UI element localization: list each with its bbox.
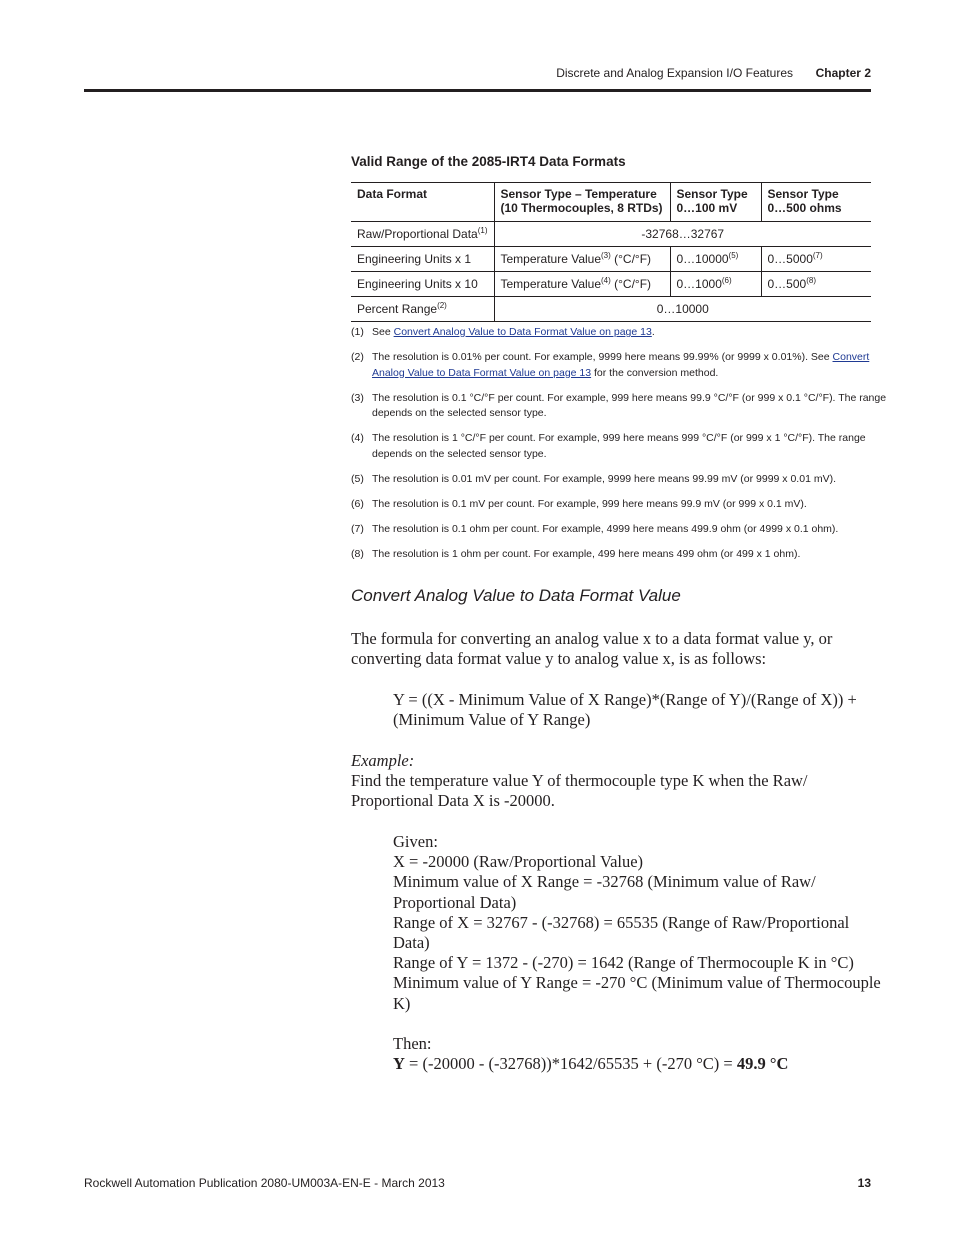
footnote-number: (1): [351, 326, 364, 338]
footnote-number: (5): [351, 472, 364, 485]
link-convert-analog-value[interactable]: Analog Value to Data Format Value on page 13: [372, 366, 592, 379]
table-row: [351, 247, 871, 272]
running-header-chapter: Chapter 2: [815, 66, 871, 80]
formula: Y = ((X - Minimum Value of X Range)*(Range of Y)/(Range of X)) + (Minimum Value of Y Range): [393, 690, 857, 730]
running-header-section: Discrete and Analog Expansion I/O Features: [556, 66, 793, 80]
cell-format: Engineering Units x 1: [351, 247, 494, 272]
footnote-number: (8): [351, 547, 364, 560]
cell-span-value: -32768…32767: [494, 222, 871, 247]
table-row: [351, 272, 871, 297]
given-block: Given: X = -20000 (Raw/Proportional Value) Minimum value of X Range = -32768 (Minimum value of Raw/ Proportional Data) Range of X = 32767 - (-32768) = 65535 (Range of Raw/Proportional Data) Range of Y = 1372 - (-270) = 1642 (Range of Thermocouple K in °C) Minimum value of Y Range = -270 °C (Minimum value of Thermocouple K): [393, 832, 881, 1013]
result-line: Y = (-20000 - (-32768))*1642/65535 + (-270 °C) = 49.9 °C: [393, 1054, 789, 1074]
then-block: [393, 1034, 873, 1074]
given-label: Given:: [393, 832, 438, 851]
footnote-number: (4): [351, 432, 364, 444]
cell-temperature: Temperature Value$^{(3)}$ (°C/°F): [494, 247, 670, 272]
footnote: (3) The resolution is 0.1 °C/°F per count. For example, 999 here means 99.9 °C/°F (or 999 x 0.1 °C/°F). The range depends on the selected sensor type.: [351, 391, 887, 419]
footnote: (6) The resolution is 0.1 mV per count. For example, 999 here means 99.9 mV (or 999 x 0.1 mV).: [351, 497, 871, 513]
table-row: [351, 222, 871, 247]
page-number: 13: [857, 1176, 871, 1190]
footnote: (5) The resolution is 0.01 mV per count. For example, 9999 here means 99.99 mV (or 9999 x 0.01 mV).: [351, 472, 871, 488]
footnote: (8) The resolution is 1 ohm per count. For example, 499 here means 499 ohm (or 499 x 1 ohm).: [351, 547, 871, 563]
intro-paragraph: The formula for converting an analog value x to a data format value y, or converting data format value y to analog value x, is as follows:: [351, 629, 833, 669]
footnote: (1) See Convert Analog Value to Data Format Value on page 13.: [351, 325, 871, 341]
table-footnotes: [351, 325, 887, 572]
cell-format: Raw/Proportional Data$^{(1)}$: [351, 222, 494, 247]
header-sensor-ohms: Sensor Type 0…500 ohms: [761, 183, 871, 222]
cell-format: Percent Range$^{(2)}$: [351, 297, 494, 322]
header-sensor-mv: Sensor Type 0…100 mV: [670, 183, 761, 222]
result-value: 49.9 °C: [736, 1054, 789, 1074]
footnote-number: (7): [351, 522, 364, 535]
cell-ohm: 0…500$^{(8)}$: [761, 272, 871, 297]
cell-ohm: 0…5000$^{(7)}$: [761, 247, 871, 272]
cell-mv: 0…10000$^{(5)}$: [670, 247, 761, 272]
table-header-row: [351, 183, 871, 222]
example-paragraph: Example: Find the temperature value Y of thermocouple type K when the Raw/ Proportional Data X is -20000.: [351, 751, 871, 812]
cell-span-value: 0…10000: [494, 297, 871, 322]
then-label: Then:: [393, 1034, 432, 1053]
header-rule: [84, 89, 871, 92]
cell-temperature: Temperature Value$^{(4)}$ (°C/°F): [494, 272, 670, 297]
footnote-number: (2): [351, 351, 364, 363]
footnote-number: (3): [351, 391, 364, 404]
header-sensor-temperature: Sensor Type – Temperature (10 Thermocouples, 8 RTDs): [494, 183, 670, 222]
cell-format: Engineering Units x 10: [351, 272, 494, 297]
table-title: Valid Range of the 2085-IRT4 Data Formats: [351, 154, 626, 169]
cell-mv: 0…1000$^{(6)}$: [670, 272, 761, 297]
header-data-format: Data Format: [351, 183, 494, 222]
link-convert-analog-value[interactable]: Convert Analog Value to Data Format Value on page 13: [393, 326, 652, 338]
data-format-table: [351, 182, 871, 322]
table-row: [351, 297, 871, 322]
footnote: (7) The resolution is 0.1 ohm per count. For example, 4999 here means 499.9 ohm (or 4999 x 0.1 ohm).: [351, 522, 871, 538]
section-heading: Convert Analog Value to Data Format Value: [351, 586, 681, 605]
footnote-number: (6): [351, 497, 364, 510]
link-convert-analog-value[interactable]: Convert: [832, 351, 870, 363]
footer-publication: Rockwell Automation Publication 2080-UM003A-EN-E - March 2013: [84, 1176, 445, 1190]
footnote: (4) The resolution is 1 °C/°F per count. For example, 999 here means 999 °C/°F (or 999 x 1 °C/°F). The range depends on the selected sensor type.: [351, 432, 866, 460]
example-label: Example:: [351, 751, 415, 770]
footnote: (2) The resolution is 0.01% per count. For example, 9999 here means 99.99% (or 9999 x 0.01%). See Convert Analog Value to Data Format Value on page 13 for the conversion method.: [351, 351, 870, 379]
